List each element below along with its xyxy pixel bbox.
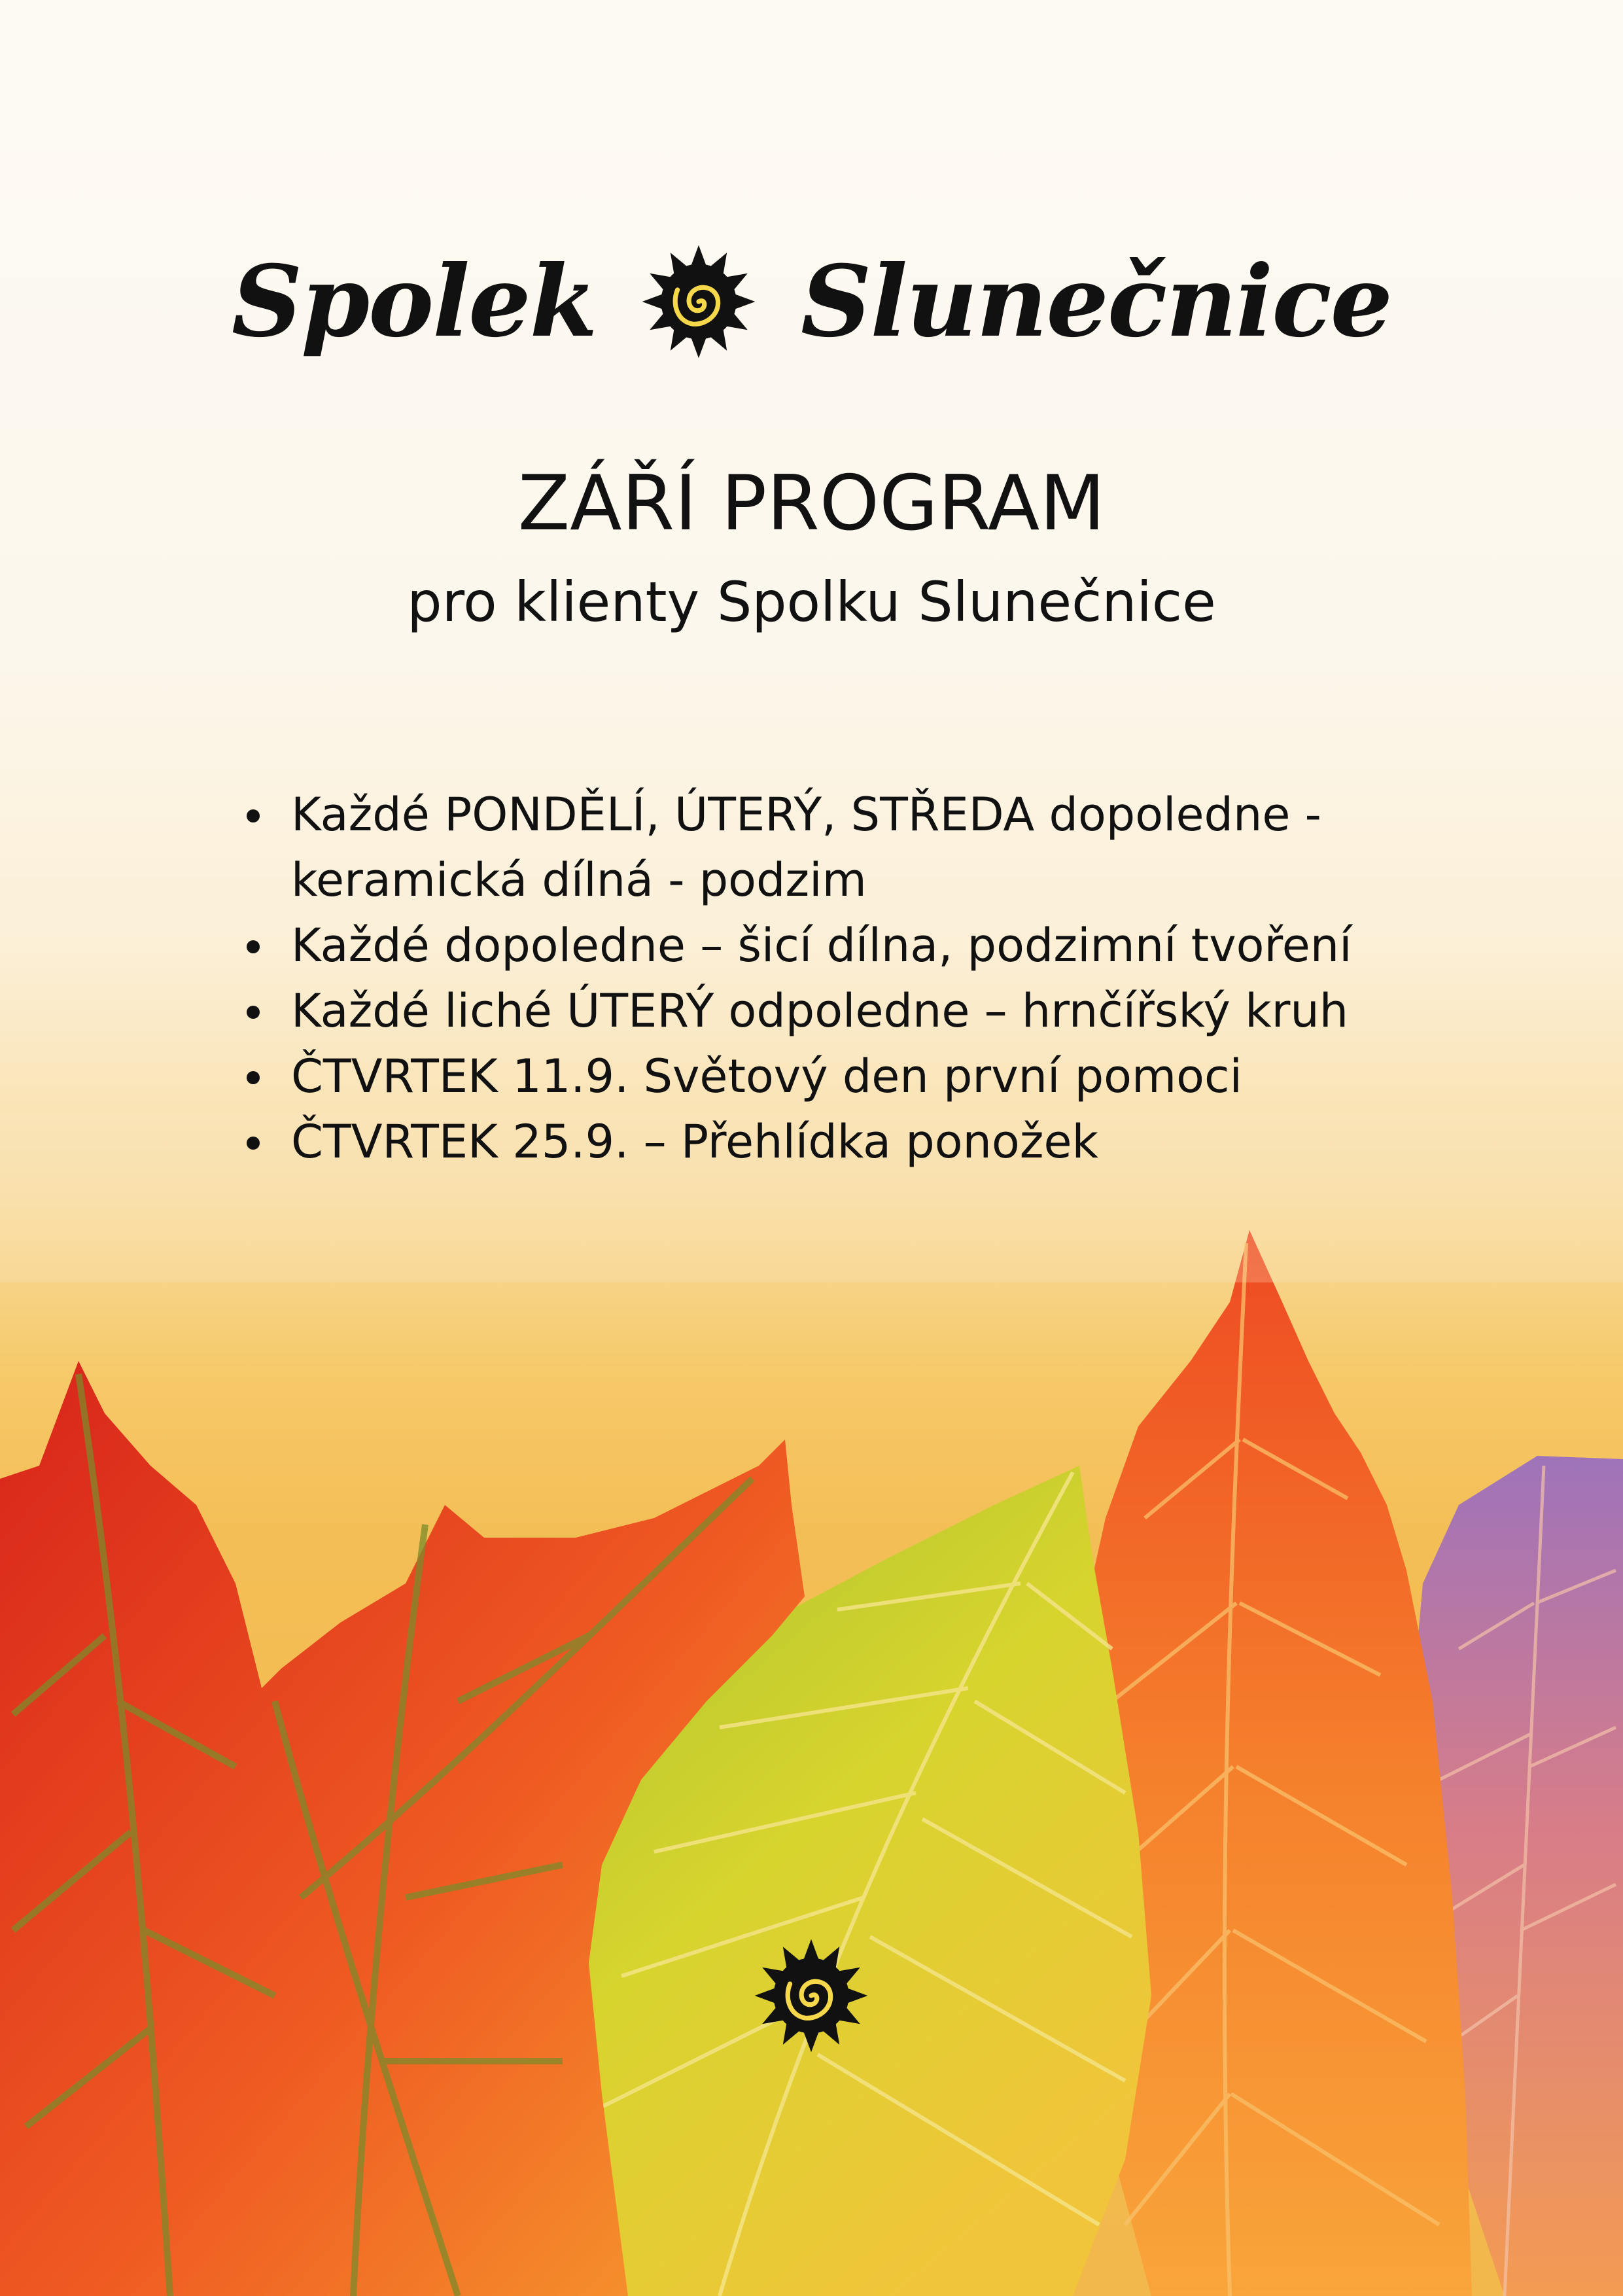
organization-logo	[0, 236, 1623, 361]
program-item-line: Každé PONDĚLÍ, ÚTERÝ, STŘEDA dopoledne -	[291, 788, 1321, 841]
program-item	[239, 1044, 1482, 1109]
page-title: ZÁŘÍ PROGRAM	[517, 459, 1106, 548]
bullet-icon	[247, 1071, 260, 1084]
orange-leaf	[1073, 1230, 1472, 2296]
program-item	[239, 782, 1482, 913]
program-item-line: ČTVRTEK 25.9. – Přehlídka ponožek	[291, 1115, 1099, 1169]
logo-word-left: Spolek	[231, 244, 597, 360]
footer-sun-spiral-icon	[752, 1937, 870, 2055]
bullet-icon	[247, 940, 260, 953]
bullet-icon	[247, 1006, 260, 1019]
program-item	[239, 1109, 1482, 1174]
program-list	[239, 782, 1482, 1174]
program-item-line: Každé liché ÚTERÝ odpoledne – hrnčířský kruh	[291, 984, 1349, 1038]
program-item	[239, 913, 1482, 978]
program-item-line: ČTVRTEK 11.9. Světový den první pomoci	[291, 1050, 1242, 1103]
program-item-line: Každé dopoledne – šicí dílna, podzimní tvoření	[291, 919, 1352, 972]
bullet-icon	[247, 1137, 260, 1150]
bullet-icon	[247, 809, 260, 822]
logo-word-right: Slunečnice	[801, 244, 1392, 360]
program-item-line: keramická dílná - podzim	[291, 853, 867, 907]
page-subtitle: pro klienty Spolku Slunečnice	[407, 570, 1216, 634]
program-item	[239, 978, 1482, 1044]
sun-spiral-icon	[640, 243, 758, 361]
